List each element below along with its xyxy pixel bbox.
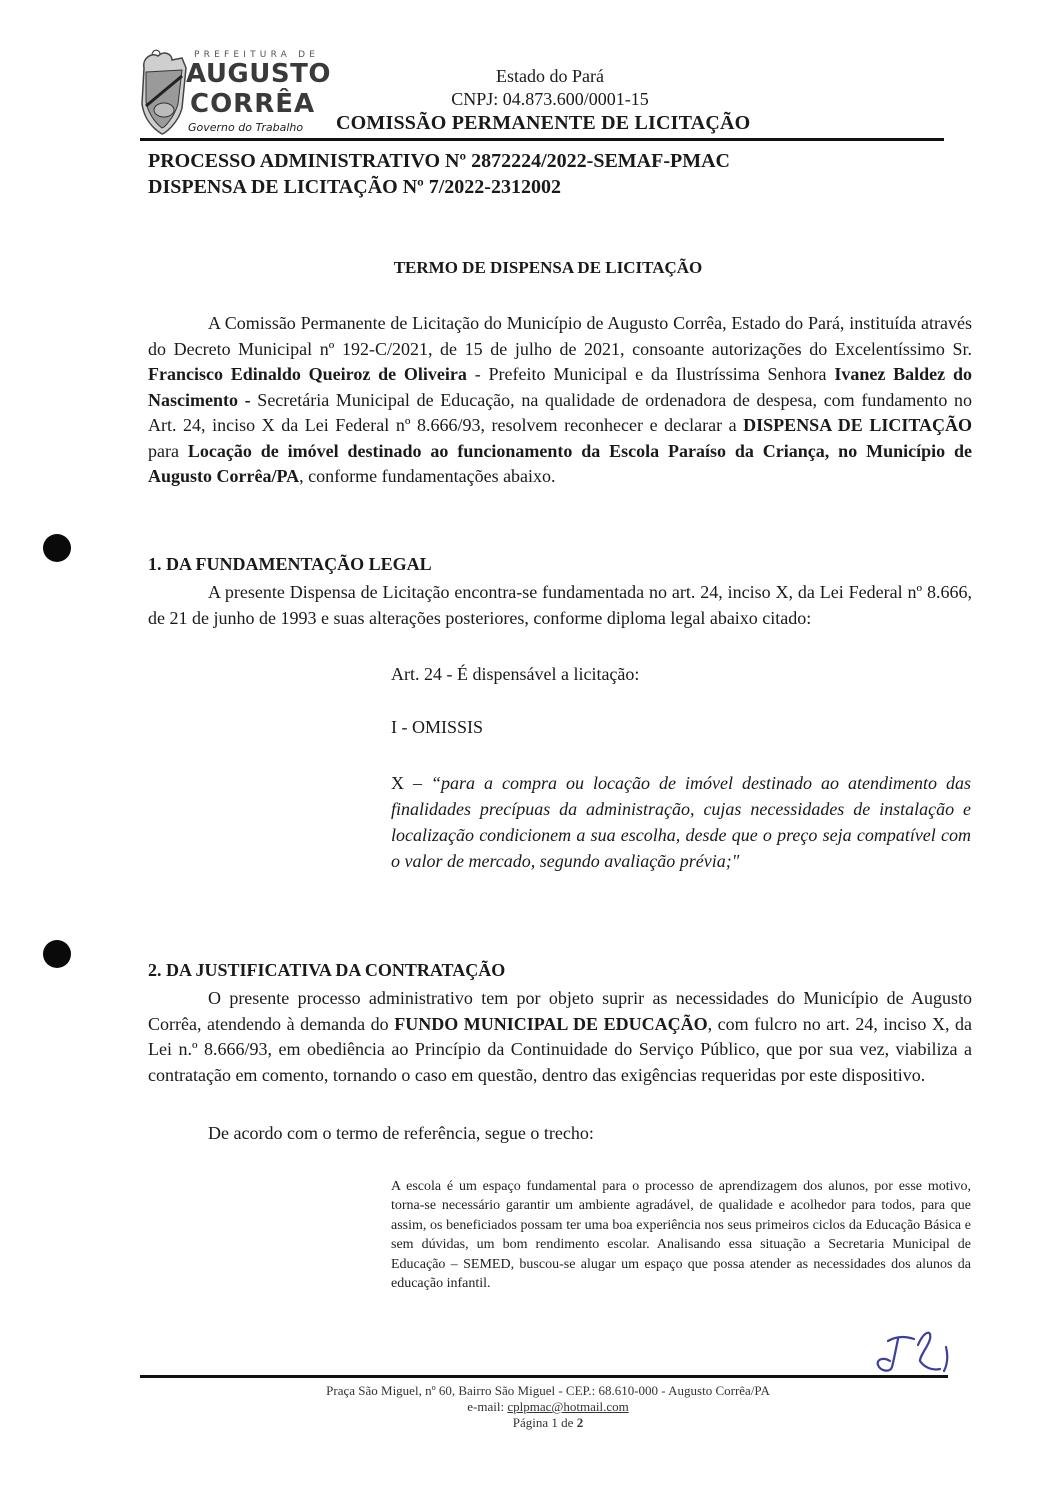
intro-text-4: para (148, 440, 188, 461)
fund-name: FUNDO MUNICIPAL DE EDUCAÇÃO (394, 1013, 708, 1034)
intro-text-5: , conforme fundamentações abaixo. (299, 466, 556, 486)
header-cnpj: CNPJ: 04.873.600/0001-15 (451, 89, 649, 109)
logo-city-line1: AUGUSTO (186, 59, 331, 89)
law-item-x (391, 770, 971, 874)
section-2-text-1: O presente processo administrativo tem por objeto suprir as necessidades do Município de Augusto Corrêa, atendendo à demanda do (148, 988, 972, 1034)
law-item-x-text: “para a compra ou locação de imóvel destinado ao atendimento das finalidades precípuas da administração, cujas necessidades de instalação e localização condicionem a sua escolha, desde que o preço seja compatível com o valor de mercado, segundo avaliação prévia;" (391, 773, 971, 871)
footer-email-link[interactable]: cplpmac@hotmail.com (507, 1399, 629, 1414)
header-state: Estado do Pará (496, 66, 604, 86)
coat-of-arms-icon (138, 48, 190, 136)
footer-email-line (0, 1399, 1056, 1415)
law-item-i: I - OMISSIS (391, 717, 484, 737)
header-commission: COMISSÃO PERMANENTE DE LICITAÇÃO (336, 112, 751, 134)
section-1-text: A presente Dispensa de Licitação encontra-se fundamentada no art. 24, inciso X, da Lei Federal nº 8.666, de 21 de junho de 1993 e suas alterações posteriores, conforme diploma legal abaixo citado: (148, 582, 972, 628)
intro-text-2: - Prefeito Municipal e da Ilustríssima Senhora (466, 364, 835, 384)
document-title: TERMO DE DISPENSA DE LICITAÇÃO (393, 258, 703, 277)
section-2-paragraph (148, 986, 972, 1088)
dispensa-emphasis: DISPENSA DE LICITAÇÃO (743, 415, 973, 435)
section-2-reference-intro (148, 1121, 972, 1147)
municipality-logo (138, 44, 331, 136)
footer-email-label: e-mail: (467, 1399, 508, 1414)
intro-text-3: Secretária Municipal de Educação, na qualidade de ordenadora de despesa, com fundamento no Art. 24, inciso X da Lei Federal nº 8.666/93, resolvem reconhecer e declarar a (148, 389, 972, 435)
logo-city-line2: CORRÊA (190, 89, 316, 119)
intro-text-1: A Comissão Permanente de Licitação do Município de Augusto Corrêa, Estado do Pará, instituída através do Decreto Municipal nº 192-C/2021, de 15 de julho de 2021, consoante autorizações do Excelentíssimo Sr. (148, 313, 972, 359)
page-total: 2 (576, 1415, 584, 1430)
secretary-name: Ivanez Baldez do Nascimento - (148, 364, 972, 410)
section-1-paragraph (148, 580, 972, 631)
initials-signature (868, 1327, 960, 1382)
signature-icon (868, 1327, 960, 1377)
footer-divider (140, 1375, 948, 1378)
page-prefix: Página 1 de (512, 1415, 577, 1430)
reference-quote: A escola é um espaço fundamental para o processo de aprendizagem dos alunos, por esse motivo, torna-se necessário garantir um ambiente agradável, de qualidade e acolhedor para todos, para que assim, os beneficiados possam ter uma boa experiência nos seus primeiros ciclos da Educação Básica e sem dúvidas, um bom rendimento escolar. Analisando essa situação a Secretaria Municipal de Educação – SEMED, buscou-se alugar um espaço que possa atender as necessidades dos alunos da educação infantil. (391, 1179, 971, 1292)
logo-prefix: PREFEITURA DE (194, 50, 320, 60)
mayor-name: Francisco Edinaldo Queiroz de Oliveira (148, 364, 467, 384)
section-1-heading: 1. DA FUNDAMENTAÇÃO LEGAL (148, 554, 432, 574)
law-item-x-prefix: X – (391, 773, 432, 793)
footer-page-number (0, 1415, 1056, 1431)
section-2-text-2: , com fulcro no art. 24, inciso X, da Lei n.º 8.666/93, em obediência ao Princípio da Continuidade do Serviço Público, que por sua vez, viabiliza a contratação em comento, tornando o caso em questão, dentro das exigências requeridas por este dispositivo. (148, 1013, 973, 1085)
reference-intro-text: De acordo com o termo de referência, segue o trecho: (208, 1123, 594, 1143)
footer-address: Praça São Miguel, nº 60, Bairro São Miguel - CEP.: 68.610-000 - Augusto Corrêa/PA (326, 1383, 770, 1398)
law-article: Art. 24 - É dispensável a licitação: (391, 664, 640, 684)
intro-paragraph (148, 311, 972, 490)
header-divider (140, 138, 944, 141)
dispensa-number: DISPENSA DE LICITAÇÃO Nº 7/2022-2312002 (148, 176, 561, 198)
process-number: PROCESSO ADMINISTRATIVO Nº 2872224/2022-SEMAF-PMAC (148, 150, 730, 172)
hole-punch-mark (43, 940, 71, 968)
logo-motto: Governo do Trabalho (188, 121, 304, 134)
contract-object: Locação de imóvel destinado ao funcionamento da Escola Paraíso da Criança, no Município de Augusto Corrêa/PA (148, 440, 972, 486)
section-2-heading: 2. DA JUSTIFICATIVA DA CONTRATAÇÃO (148, 960, 506, 980)
hole-punch-mark (43, 534, 71, 562)
